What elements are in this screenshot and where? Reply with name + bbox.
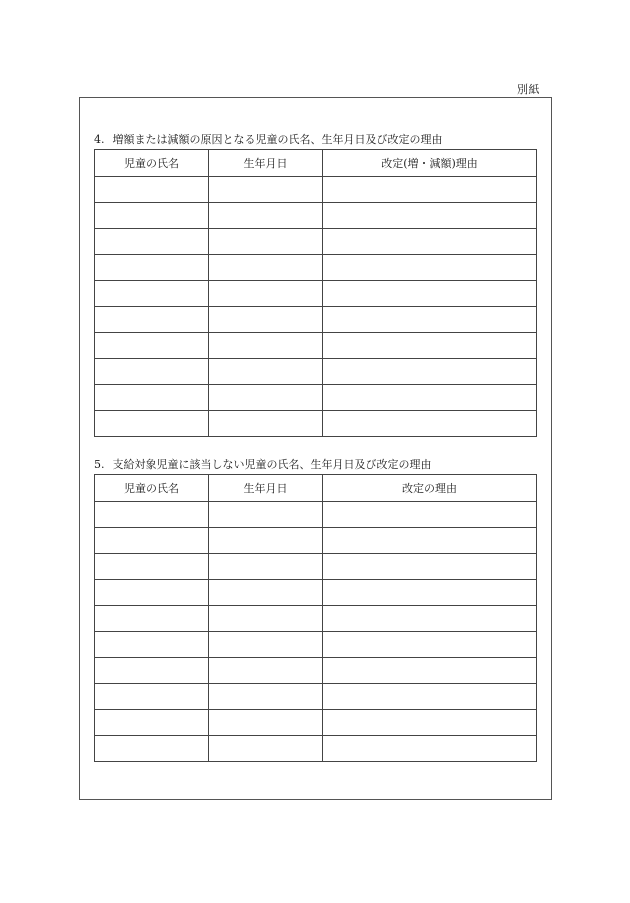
table-row	[95, 229, 537, 255]
birthdate-cell[interactable]	[209, 606, 323, 632]
reason-cell[interactable]	[323, 684, 537, 710]
birthdate-cell[interactable]	[209, 203, 323, 229]
section-4-col-name: 児童の氏名	[95, 150, 209, 177]
table-row	[95, 307, 537, 333]
section-4-col-reason: 改定(増・減額)理由	[323, 150, 537, 177]
section-4-body	[95, 177, 537, 437]
section-5-table	[94, 474, 537, 762]
table-row	[95, 580, 537, 606]
reason-cell[interactable]	[323, 281, 537, 307]
reason-cell[interactable]	[323, 528, 537, 554]
section-5-heading	[94, 456, 432, 472]
table-row	[95, 528, 537, 554]
section-4-heading	[94, 131, 443, 147]
reason-cell[interactable]	[323, 632, 537, 658]
name-cell[interactable]	[95, 307, 209, 333]
section-5-body	[95, 502, 537, 762]
section-5-col-reason: 改定の理由	[323, 475, 537, 502]
table-row	[95, 606, 537, 632]
birthdate-cell[interactable]	[209, 359, 323, 385]
name-cell[interactable]	[95, 658, 209, 684]
reason-cell[interactable]	[323, 229, 537, 255]
section-5-col-birthdate: 生年月日	[209, 475, 323, 502]
table-row	[95, 333, 537, 359]
name-cell[interactable]	[95, 684, 209, 710]
name-cell[interactable]	[95, 177, 209, 203]
name-cell[interactable]	[95, 203, 209, 229]
table-row	[95, 684, 537, 710]
section-4-table	[94, 149, 537, 437]
name-cell[interactable]	[95, 281, 209, 307]
name-cell[interactable]	[95, 554, 209, 580]
table-row	[95, 554, 537, 580]
name-cell[interactable]	[95, 229, 209, 255]
table-row	[95, 710, 537, 736]
birthdate-cell[interactable]	[209, 710, 323, 736]
birthdate-cell[interactable]	[209, 385, 323, 411]
reason-cell[interactable]	[323, 606, 537, 632]
reason-cell[interactable]	[323, 359, 537, 385]
section-4-col-birthdate: 生年月日	[209, 150, 323, 177]
section-4-title: 増額または減額の原因となる児童の氏名、生年月日及び改定の理由	[112, 133, 443, 146]
birthdate-cell[interactable]	[209, 307, 323, 333]
birthdate-cell[interactable]	[209, 281, 323, 307]
section-5-col-name: 児童の氏名	[95, 475, 209, 502]
table-row	[95, 736, 537, 762]
name-cell[interactable]	[95, 502, 209, 528]
name-cell[interactable]	[95, 580, 209, 606]
reason-cell[interactable]	[323, 203, 537, 229]
birthdate-cell[interactable]	[209, 528, 323, 554]
section-4-header-row	[95, 150, 537, 177]
birthdate-cell[interactable]	[209, 684, 323, 710]
reason-cell[interactable]	[323, 658, 537, 684]
birthdate-cell[interactable]	[209, 580, 323, 606]
birthdate-cell[interactable]	[209, 736, 323, 762]
name-cell[interactable]	[95, 385, 209, 411]
table-row	[95, 255, 537, 281]
attachment-label: 別紙	[517, 83, 540, 96]
reason-cell[interactable]	[323, 736, 537, 762]
birthdate-cell[interactable]	[209, 177, 323, 203]
table-row	[95, 632, 537, 658]
birthdate-cell[interactable]	[209, 411, 323, 437]
name-cell[interactable]	[95, 255, 209, 281]
birthdate-cell[interactable]	[209, 632, 323, 658]
reason-cell[interactable]	[323, 333, 537, 359]
birthdate-cell[interactable]	[209, 333, 323, 359]
reason-cell[interactable]	[323, 255, 537, 281]
birthdate-cell[interactable]	[209, 502, 323, 528]
table-row	[95, 502, 537, 528]
section-4-number: 4.	[94, 133, 105, 146]
birthdate-cell[interactable]	[209, 554, 323, 580]
table-row	[95, 385, 537, 411]
name-cell[interactable]	[95, 736, 209, 762]
table-row	[95, 411, 537, 437]
name-cell[interactable]	[95, 710, 209, 736]
name-cell[interactable]	[95, 411, 209, 437]
section-5-number: 5.	[94, 458, 105, 471]
birthdate-cell[interactable]	[209, 229, 323, 255]
table-row	[95, 177, 537, 203]
birthdate-cell[interactable]	[209, 658, 323, 684]
table-row	[95, 359, 537, 385]
name-cell[interactable]	[95, 606, 209, 632]
section-5-header-row	[95, 475, 537, 502]
name-cell[interactable]	[95, 632, 209, 658]
reason-cell[interactable]	[323, 580, 537, 606]
section-5-title: 支給対象児童に該当しない児童の氏名、生年月日及び改定の理由	[112, 458, 432, 471]
reason-cell[interactable]	[323, 554, 537, 580]
birthdate-cell[interactable]	[209, 255, 323, 281]
table-row	[95, 281, 537, 307]
table-row	[95, 658, 537, 684]
table-row	[95, 203, 537, 229]
reason-cell[interactable]	[323, 710, 537, 736]
name-cell[interactable]	[95, 528, 209, 554]
reason-cell[interactable]	[323, 177, 537, 203]
reason-cell[interactable]	[323, 307, 537, 333]
reason-cell[interactable]	[323, 502, 537, 528]
name-cell[interactable]	[95, 359, 209, 385]
name-cell[interactable]	[95, 333, 209, 359]
reason-cell[interactable]	[323, 385, 537, 411]
reason-cell[interactable]	[323, 411, 537, 437]
